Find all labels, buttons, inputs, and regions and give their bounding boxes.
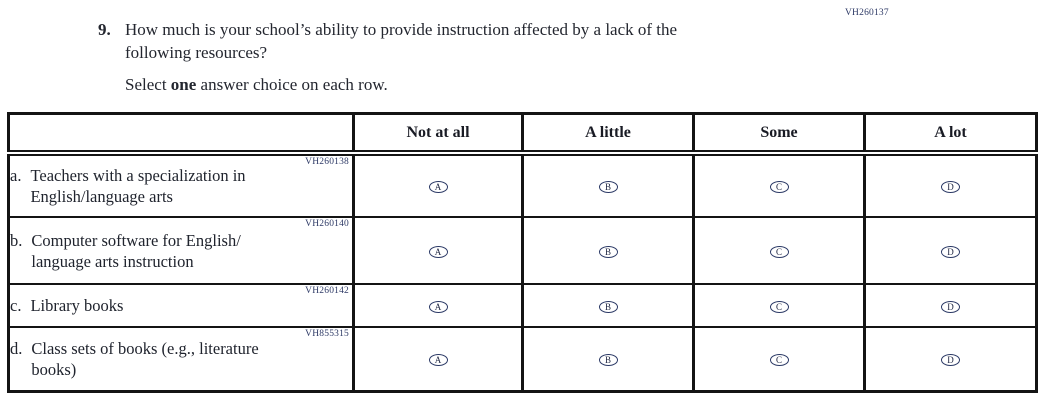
question-instruction: Select one answer choice on each row. xyxy=(125,75,388,94)
row-c-label-cell xyxy=(9,284,354,327)
row-a-label-cell xyxy=(9,153,354,217)
row-d-cell-a-lot xyxy=(865,327,1037,391)
header-some: Some xyxy=(694,114,865,154)
row-d-text: Class sets of books (e.g., literature books) xyxy=(31,338,259,379)
header-row xyxy=(9,114,1037,154)
row-c-cell-not-at-all xyxy=(354,284,523,327)
answer-bubble-c-a-lot[interactable]: D xyxy=(941,301,960,313)
answer-bubble-b-a-lot[interactable]: D xyxy=(941,246,960,258)
table-row-d xyxy=(9,327,1037,391)
row-d-label-cell xyxy=(9,327,354,391)
question-accession-code: VH260137 xyxy=(845,8,889,18)
row-d-letter: d. xyxy=(10,338,23,358)
row-d-cell-not-at-all xyxy=(354,327,523,391)
answer-bubble-d-not-at-all[interactable]: A xyxy=(429,354,448,366)
question-block xyxy=(98,18,677,96)
row-a-cell-some xyxy=(694,153,865,217)
question-line-2: following resources? xyxy=(125,43,268,62)
row-c-text: Library books xyxy=(30,296,124,315)
header-a-little: A little xyxy=(523,114,694,154)
answer-bubble-a-not-at-all[interactable]: A xyxy=(429,181,448,193)
question-text xyxy=(125,18,677,96)
answer-bubble-a-a-lot[interactable]: D xyxy=(941,181,960,193)
answer-bubble-b-not-at-all[interactable]: A xyxy=(429,246,448,258)
answer-grid xyxy=(7,112,1038,393)
row-d-cell-some xyxy=(694,327,865,391)
row-c-letter: c. xyxy=(10,296,22,315)
table-row-a xyxy=(9,153,1037,217)
answer-bubble-c-some[interactable]: C xyxy=(770,301,789,313)
row-c-cell-a-lot xyxy=(865,284,1037,327)
row-d-cell-a-little xyxy=(523,327,694,391)
row-a-text: Teachers with a specialization in English/language arts xyxy=(30,166,246,206)
row-b-cell-some xyxy=(694,217,865,284)
question-line-1: How much is your school’s ability to provide instruction affected by a lack of the xyxy=(125,20,678,39)
row-b-cell-a-lot xyxy=(865,217,1037,284)
question-number: 9. xyxy=(98,20,111,39)
row-b-cell-not-at-all xyxy=(354,217,523,284)
row-d-accession-code: VH855315 xyxy=(305,329,349,339)
row-a-cell-not-at-all xyxy=(354,153,523,217)
answer-bubble-b-some[interactable]: C xyxy=(770,246,789,258)
header-not-at-all: Not at all xyxy=(354,114,523,154)
row-b-letter: b. xyxy=(10,230,23,250)
row-c-cell-a-little xyxy=(523,284,694,327)
answer-bubble-d-a-little[interactable]: B xyxy=(599,354,618,366)
answer-bubble-c-not-at-all[interactable]: A xyxy=(429,301,448,313)
answer-bubble-d-some[interactable]: C xyxy=(770,354,789,366)
row-b-label-cell xyxy=(9,217,354,284)
row-b-cell-a-little xyxy=(523,217,694,284)
table-row-c xyxy=(9,284,1037,327)
answer-bubble-a-a-little[interactable]: B xyxy=(599,181,618,193)
answer-bubble-a-some[interactable]: C xyxy=(770,181,789,193)
answer-bubble-d-a-lot[interactable]: D xyxy=(941,354,960,366)
row-c-accession-code: VH260142 xyxy=(305,286,349,296)
header-a-lot: A lot xyxy=(865,114,1037,154)
row-a-letter: a. xyxy=(10,166,22,185)
row-c-cell-some xyxy=(694,284,865,327)
row-b-text: Computer software for English/ language arts instruction xyxy=(31,230,241,271)
row-a-cell-a-lot xyxy=(865,153,1037,217)
answer-bubble-b-a-little[interactable]: B xyxy=(599,246,618,258)
row-a-cell-a-little xyxy=(523,153,694,217)
header-empty-cell xyxy=(9,114,354,154)
row-b-accession-code: VH260140 xyxy=(305,219,349,229)
answer-bubble-c-a-little[interactable]: B xyxy=(599,301,618,313)
row-a-accession-code: VH260138 xyxy=(305,157,349,167)
table-row-b xyxy=(9,217,1037,284)
